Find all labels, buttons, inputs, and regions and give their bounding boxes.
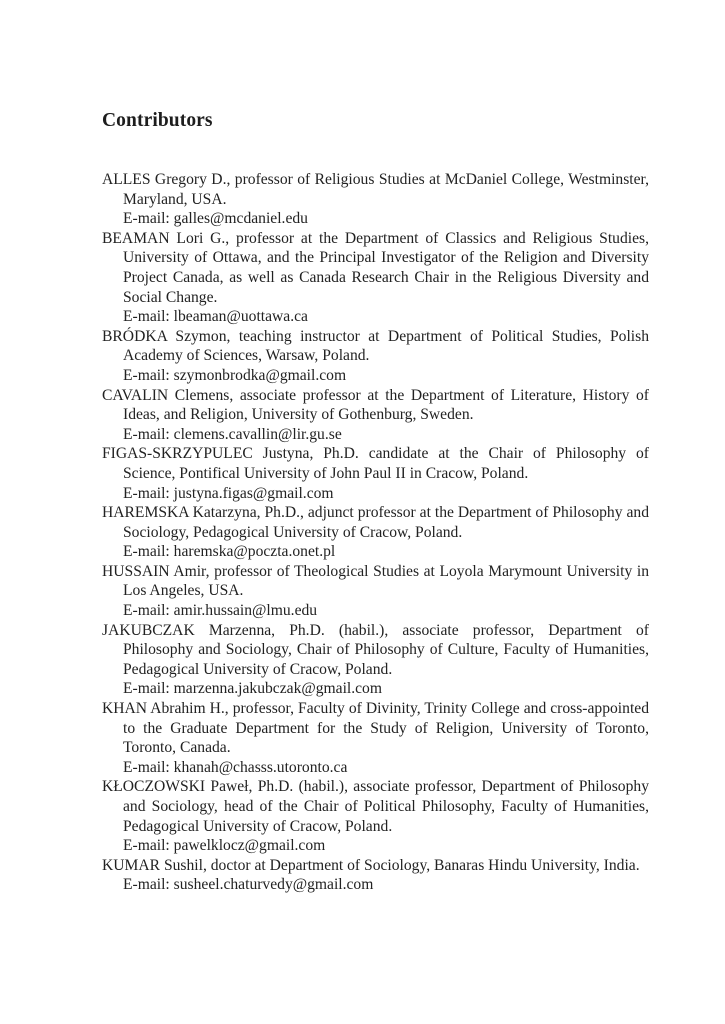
contributor-email: E-mail: khanah@chasss.utoronto.ca — [123, 758, 348, 776]
contributor-email: E-mail: marzenna.jakubczak@gmail.com — [123, 680, 382, 698]
contributor-email: E-mail: justyna.figas@gmail.com — [123, 484, 334, 502]
contributor-email: E-mail: clemens.cavallin@lir.gu.se — [123, 425, 342, 443]
contributor-description: BRÓDKA Szymon, teaching instructor at Department of Political Studies, Polish Academy of Sciences, Warsaw, Poland. — [102, 327, 649, 365]
contributor-email: E-mail: galles@mcdaniel.edu — [123, 210, 308, 228]
contributors-list — [102, 170, 649, 895]
contributor-description: ALLES Gregory D., professor of Religious Studies at McDaniel College, Westminster, Maryland, USA. — [102, 171, 649, 208]
contributor-entry-alles — [102, 170, 649, 229]
contributor-email: E-mail: susheel.chaturvedy@gmail.com — [123, 876, 374, 894]
contributor-entry-jakubczak — [102, 621, 649, 699]
page-title: Contributors — [102, 110, 213, 131]
contributor-entry-kloczowski — [102, 777, 649, 855]
contributor-entry-kumar — [102, 856, 649, 895]
contributor-description: JAKUBCZAK Marzenna, Ph.D. (habil.), associate professor, Department of Philosophy and Sociology, Chair of Philosophy of Culture, Faculty of Humanities, Pedagogical University of Cracow, Poland. — [102, 621, 649, 678]
contributor-entry-beaman — [102, 229, 649, 327]
contributor-description: KŁOCZOWSKI Paweł, Ph.D. (habil.), associate professor, Department of Philosophy and Sociology, head of the Chair of Political Philosophy, Faculty of Humanities, Pedagogical University of Cracow, Poland. — [102, 778, 649, 835]
contributor-entry-khan — [102, 699, 649, 777]
contributor-email: E-mail: pawelklocz@gmail.com — [123, 837, 326, 855]
contributor-email: E-mail: lbeaman@uottawa.ca — [123, 308, 308, 326]
contributor-description: BEAMAN Lori G., professor at the Department of Classics and Religious Studies, University of Ottawa, and the Principal Investigator of the Religion and Diversity Project Canada, as well as Canada Research Chair in the Religious Diversity and Social Change. — [102, 229, 649, 306]
contributor-description: HAREMSKA Katarzyna, Ph.D., adjunct professor at the Department of Philosophy and Sociology, Pedagogical University of Cracow, Poland. — [102, 504, 649, 541]
contributor-description: FIGAS-SKRZYPULEC Justyna, Ph.D. candidate at the Chair of Philosophy of Science, Pontifical University of John Paul II in Cracow, Poland. — [102, 445, 649, 482]
contributor-email: E-mail: haremska@poczta.onet.pl — [123, 543, 336, 561]
contributor-entry-hussain — [102, 562, 649, 621]
contributor-email: E-mail: szymonbrodka@gmail.com — [123, 366, 347, 384]
contributor-entry-haremska — [102, 503, 649, 562]
contributor-description: KHAN Abrahim H., professor, Faculty of Divinity, Trinity College and cross-appointed to the Graduate Department for the Study of Religion, University of Toronto, Toronto, Canada. — [102, 700, 649, 757]
contributor-entry-brodka — [102, 327, 649, 386]
contributor-description: KUMAR Sushil, doctor at Department of Sociology, Banaras Hindu University, India. — [102, 856, 640, 874]
contributor-entry-cavalin — [102, 386, 649, 445]
contributor-email: E-mail: amir.hussain@lmu.edu — [123, 602, 318, 620]
contributor-description: HUSSAIN Amir, professor of Theological Studies at Loyola Marymount University in Los Angeles, USA. — [102, 562, 649, 600]
contributor-description: CAVALIN Clemens, associate professor at the Department of Literature, History of Ideas, and Religion, University of Gothenburg, Sweden. — [102, 386, 649, 424]
contributor-entry-figas-skrzypulec — [102, 444, 649, 503]
